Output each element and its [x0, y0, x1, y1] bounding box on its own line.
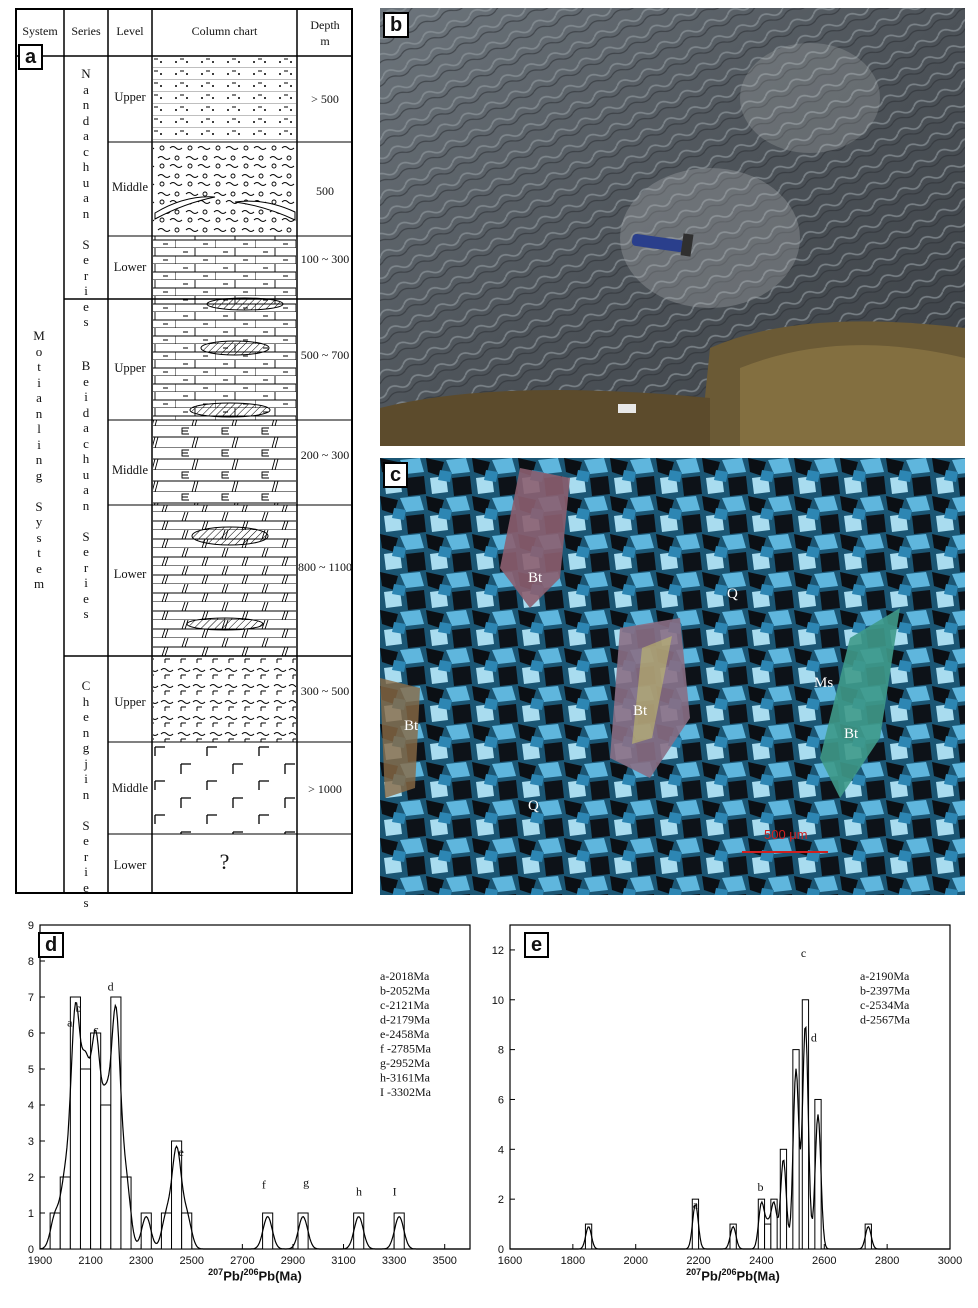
- depth-value: 200 ~ 300: [300, 448, 350, 462]
- x-tick-label: 3100: [331, 1255, 356, 1265]
- histogram-bar: [80, 1069, 90, 1249]
- histogram-bar: [161, 1213, 171, 1249]
- y-tick-label: 2: [497, 1194, 504, 1207]
- histogram-bar: [780, 1149, 786, 1249]
- probability-density-curve: [510, 1027, 950, 1249]
- level-label: Middle: [111, 463, 149, 477]
- x-tick-label: 2600: [812, 1255, 837, 1265]
- y-tick-label: 8: [497, 1044, 504, 1057]
- y-tick-label: 6: [497, 1094, 504, 1107]
- depth-value: 800 ~ 1100: [297, 560, 353, 574]
- legend-entry: e-2458Ma: [380, 1027, 430, 1041]
- y-tick-label: 0: [27, 1244, 34, 1256]
- unknown-lithology-symbol: ?: [219, 849, 230, 874]
- depth-value: 300 ~ 500: [300, 684, 350, 698]
- y-tick-label: 8: [27, 956, 34, 968]
- histogram-bar: [730, 1224, 736, 1249]
- histogram-e: [488, 915, 978, 1290]
- histogram-bar: [182, 1213, 192, 1249]
- header-level: Level: [116, 24, 144, 38]
- histogram-bar: [394, 1213, 404, 1249]
- x-tick-label: 3500: [432, 1255, 457, 1265]
- y-tick-label: 2: [27, 1172, 34, 1184]
- y-tick-label: 4: [27, 1100, 34, 1112]
- level-label: Lower: [113, 260, 147, 274]
- system-name: M o t i a n l i n g S y s t e m: [33, 328, 45, 591]
- x-tick-label: 2100: [78, 1255, 103, 1265]
- histogram-bar: [815, 1099, 821, 1249]
- x-tick-label: 2700: [230, 1255, 255, 1265]
- biotite-grain: [380, 678, 420, 798]
- x-tick-label: 2900: [280, 1255, 306, 1265]
- x-tick-label: 2800: [874, 1255, 900, 1265]
- y-tick-label: 9: [27, 920, 34, 932]
- peak-label: I: [392, 1184, 397, 1199]
- y-tick-label: 12: [491, 944, 504, 957]
- panel-label-a: a: [18, 44, 43, 70]
- depth-value: 100 ~ 300: [300, 252, 350, 266]
- y-tick-label: 1: [27, 1208, 34, 1220]
- depth-value: > 500: [311, 92, 339, 106]
- y-tick-label: 6: [27, 1028, 34, 1040]
- mineral-label-q: Q: [727, 586, 738, 602]
- panel-label-d: d: [38, 932, 64, 958]
- legend-entry: a-2190Ma: [860, 969, 910, 983]
- mineral-label-bt: Bt: [404, 718, 419, 734]
- histogram-bar: [141, 1213, 151, 1249]
- histogram-bar: [765, 1224, 771, 1249]
- header-column-chart: Column chart: [191, 24, 258, 38]
- y-tick-label: 0: [497, 1244, 504, 1256]
- level-label: Upper: [114, 695, 146, 709]
- histogram-bar: [865, 1224, 871, 1249]
- y-tick-label: 3: [27, 1136, 34, 1148]
- peak-label: b: [75, 1001, 82, 1015]
- histogram-bar: [101, 1105, 111, 1249]
- level-label: Lower: [113, 567, 147, 581]
- histogram-bar: [263, 1213, 273, 1249]
- header-depth: Depth: [310, 18, 340, 32]
- histogram-e-plot: [488, 915, 978, 1265]
- header-depth-unit: m: [320, 34, 330, 48]
- legend-entry: c-2121Ma: [380, 998, 430, 1012]
- peak-label: d: [107, 979, 114, 994]
- histogram-e-x-axis-label: $^{207}$Pb/$^{206}$Pb(Ma): [686, 1267, 780, 1284]
- x-tick-label: 2500: [179, 1255, 205, 1265]
- histogram-d: [0, 915, 480, 1290]
- peak-label: a: [692, 1197, 699, 1212]
- histogram-bar: [802, 1000, 808, 1249]
- histogram-bar: [354, 1213, 364, 1249]
- legend-entry: g-2952Ma: [380, 1056, 430, 1070]
- y-tick-label: 5: [27, 1064, 34, 1076]
- peak-label: d: [810, 1030, 817, 1045]
- peak-label: c: [93, 1022, 99, 1037]
- histogram-bar: [585, 1224, 591, 1249]
- x-tick-label: 2300: [128, 1255, 154, 1265]
- legend-entry: b-2052Ma: [380, 983, 430, 998]
- histogram-d-plot: [0, 915, 480, 1265]
- level-label: Middle: [111, 180, 149, 194]
- y-tick-label: 4: [497, 1144, 504, 1157]
- panel-label-c: c: [383, 462, 408, 488]
- level-label: Middle: [111, 781, 149, 795]
- x-tick-label: 3300: [381, 1255, 407, 1265]
- series-name-beidachuan: B e i d a c h u a n S e r i e s: [81, 358, 91, 621]
- stratigraphic-column-table: [15, 8, 353, 910]
- legend-entry: d-2567Ma: [860, 1012, 910, 1027]
- depth-value: > 1000: [308, 782, 342, 796]
- mineral-label-bt: Bt: [528, 570, 543, 586]
- peak-label: a: [67, 1015, 73, 1030]
- histogram-bar: [121, 1177, 131, 1249]
- x-tick-label: 2200: [686, 1255, 711, 1265]
- depth-value: 500 ~ 700: [300, 348, 350, 362]
- peak-label: b: [757, 1180, 764, 1195]
- thin-section-micrograph: [380, 458, 965, 895]
- mineral-label-bt: Bt: [633, 703, 648, 719]
- x-tick-label: 2000: [623, 1255, 648, 1265]
- x-tick-label: 1600: [497, 1255, 523, 1265]
- histogram-bar: [50, 1213, 60, 1249]
- legend-entry: d-2179Ma: [380, 1012, 430, 1027]
- histogram-bar: [793, 1050, 799, 1249]
- x-tick-label: 3000: [937, 1255, 963, 1265]
- level-label: Lower: [113, 858, 147, 872]
- mineral-label-ms: Ms: [814, 675, 834, 691]
- header-system: System: [22, 24, 58, 38]
- histogram-bar: [298, 1213, 308, 1249]
- outcrop-photo: [380, 8, 965, 446]
- peak-label: g: [303, 1175, 310, 1190]
- scale-bar-label: 500 μm: [764, 827, 808, 842]
- histogram-bar: [70, 997, 80, 1249]
- histogram-d-x-axis-label: $^{207}$Pb/$^{206}$Pb(Ma): [208, 1267, 302, 1284]
- y-tick-label: 7: [27, 992, 34, 1004]
- header-series: Series: [71, 24, 101, 38]
- legend-entry: c-2534Ma: [860, 998, 910, 1012]
- series-name-nandachuan: N a n d a c h u a n S e r i e s: [81, 66, 91, 329]
- x-tick-label: 2400: [749, 1255, 774, 1265]
- panel-label-b: b: [383, 12, 409, 38]
- legend-entry: f -2785Ma: [380, 1041, 431, 1056]
- peak-label: c: [800, 945, 807, 960]
- peak-label: e: [178, 1145, 184, 1159]
- panel-label-e: e: [524, 932, 549, 958]
- outcrop-photo-illustration: [380, 8, 965, 446]
- depth-value: 500: [316, 184, 334, 198]
- histogram-bar: [91, 1033, 101, 1249]
- peak-label: f: [261, 1177, 266, 1192]
- level-label: Upper: [114, 90, 146, 104]
- mineral-label-q: Q: [528, 798, 539, 814]
- legend-entry: I -3302Ma: [380, 1085, 431, 1099]
- legend-entry: b-2397Ma: [860, 983, 910, 998]
- peak-label: h: [355, 1184, 362, 1199]
- mineral-label-bt: Bt: [844, 726, 859, 742]
- x-tick-label: 1900: [27, 1255, 53, 1265]
- micrograph-illustration: [380, 458, 965, 895]
- legend-entry: a-2018Ma: [380, 969, 430, 983]
- x-tick-label: 1800: [560, 1255, 586, 1265]
- series-name-chengjin: C h e n g j i n S e r i e s: [81, 678, 91, 910]
- y-tick-label: 10: [491, 994, 504, 1007]
- legend-entry: h-3161Ma: [380, 1070, 430, 1085]
- level-label: Upper: [114, 361, 146, 375]
